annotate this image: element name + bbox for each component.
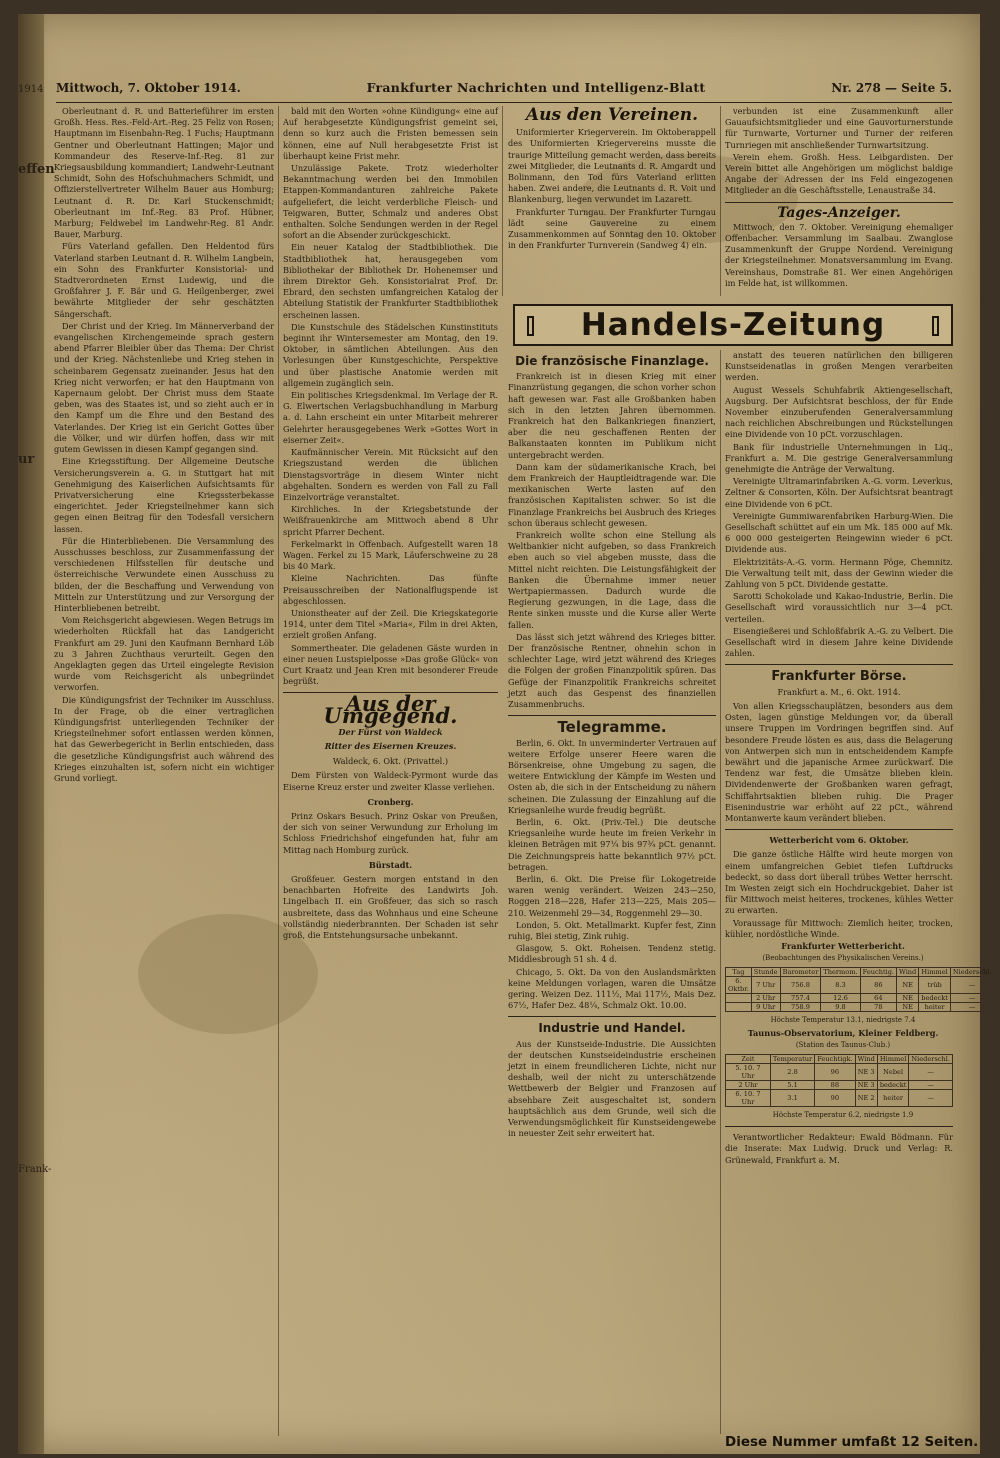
section-divider <box>508 715 716 716</box>
company-news: Sarotti Schokolade und Kakao-Industrie, Berlin. Die Gesellschaft wird voraussichtlich nur 3—4 pCt. verteilen. <box>725 591 953 624</box>
section-title-boerse: Frankfurter Börse. <box>771 669 907 685</box>
column-1 <box>54 106 274 1436</box>
table-header-cell: Himmel <box>919 968 951 977</box>
article-paragraph: Oberleutnant d. R. und Batterieführer im ersten Großh. Hess. Res.-Feld-Art.-Reg. 25 Feliz von Rosen; Hauptmann im Eisenbahn-Reg. 1 Fuchs; Hauptmann Gentner und Oberleutnant Hattingen; Major und Kommandeur des Reserve-Inf.-Reg. 81 zur Kriegsausbildung kommandiert; Landwehr-Leutnant Schmidt, Sohn des Hofschuhmachers Schmidt, und Offizierstellvertreter Wilhelm Bauer aus Homburg; Leutnant d. R. Dr. Karl Stuckenschmidt; Oberleutnant im Inf.-Reg. 83 Prof. Hübner, Marburg; Feldwebel im Landwehr-Reg. 81 Andr. Bauer, Marburg. <box>54 106 274 240</box>
table-cell: — <box>909 1089 953 1106</box>
section-title-umgegend: Aus der Umgegend. <box>323 691 458 728</box>
table-cell: — <box>950 994 994 1003</box>
banner-title: Handels-Zeitung <box>580 307 886 343</box>
telegram: London, 5. Okt. Metallmarkt. Kupfer fest, Zinn ruhig, Blei stetig, Zink ruhig. <box>508 919 716 941</box>
table-header-row <box>726 968 994 977</box>
table-row <box>726 994 994 1003</box>
section-divider <box>725 1126 953 1127</box>
table-cell: 758.9 <box>780 1003 821 1012</box>
town-heading: Cronberg. <box>367 796 414 807</box>
header-page-number: Nr. 278 — Seite 5. <box>831 81 952 95</box>
table-header-cell: Stunde <box>751 968 780 977</box>
table-row <box>726 1089 953 1106</box>
column-3-top <box>508 106 716 296</box>
table-cell: bedeckt <box>919 994 951 1003</box>
table-cell: bedeckt <box>877 1080 909 1089</box>
article-paragraph: anstatt des teueren natürlichen den billigeren Kunstseidenatlas in großen Mengen verarbeiten werden. <box>725 350 953 383</box>
table-cell: 9.8 <box>821 1003 860 1012</box>
table-cell: 3.1 <box>770 1089 814 1106</box>
section-divider <box>725 829 953 830</box>
table-cell: 2 Uhr <box>726 1080 771 1089</box>
table-cell: 86 <box>860 977 896 994</box>
article-paragraph: Großfeuer. Gestern morgen entstand in den benachbarten Hofreite des Landwirts Joh. Lingelbach II. ein Großfeuer, das sich so rasch ausbreitete, dass das Wohnhaus und eine Scheune vollständig niederbrannten. Der Schaden ist sehr groß, die Entstehungsursache unbekannt. <box>283 874 498 941</box>
article-paragraph: Die ganze östliche Hälfte wird heute morgen von einem umfangreichen Gebiet tiefen Luftdrucks bedeckt, so dass dort überall trübes Wetter herrscht. Im Westen zeigt sich ein Hochdruckgebiet. Daher ist für Mittwoch meist heiteres, trockenes, kühles Wetter zu erwarten. <box>725 849 953 916</box>
telegram: Berlin, 6. Okt. (Priv.-Tel.) Die deutsche Kriegsanleihe wurde heute im freien Verkehr in kleinen Beträgen mit 97¼ bis 97¾ pCt. genannt. Die Zeichnungspreis hatte bekanntlich 97½ pCt. betragen. <box>508 816 716 872</box>
telegram: Glasgow, 5. Okt. Roheisen. Tendenz stetig. Middlesbrough 51 sh. 4 d. <box>508 943 716 965</box>
article-paragraph: Frankreich ist in diesen Krieg mit einer Finanzrüstung gegangen, die schon vorher schon haft gewesen war. Fast alle Großbanken haben sich in den letzten Jahren übernommen. Frankreich hat den Balkankriegen finanziert, aber die neu geschaffenen Renten der Balkanstaaten konnten im Publikum nicht untergebracht werden. <box>508 371 716 460</box>
banner-ornament <box>527 316 534 336</box>
table-cell <box>726 994 752 1003</box>
article-paragraph: Frankfurter Turngau. Der Frankfurter Turngau lädt seine Gauvereine zu einem Zusammenkommen auf Sonntag den 10. Oktober in den Frankfurter Turnverein (Sandweg 4) ein. <box>508 206 716 251</box>
header-masthead: Frankfurter Nachrichten und Intelligenz-Blatt <box>366 80 706 95</box>
column-4-top <box>725 106 953 296</box>
telegram: Berlin, 6. Okt. Die Preise für Lokogetreide waren wenig verändert. Weizen 243—250, Roggen 218—228, Hafer 213—225, Mais 205—210. Weizenmehl 29—34, Roggenmehl 29—30. <box>508 873 716 918</box>
section-divider <box>508 1016 716 1017</box>
telegram: Chicago, 5. Okt. Da von den Auslandsmärkten keine Meldungen vorlagen, waren die Umsätze gering. Weizen Dez. 111½, Mai 117½, Mais Dez. 67½, Hafer Dez. 48¼, Schmalz Okt. 10.00. <box>508 966 716 1011</box>
table-cell: 5. 10. 7 Uhr <box>726 1063 771 1080</box>
article-paragraph: Uniformierter Kriegerverein. Im Oktoberappell des Uniformierten Kriegervereins musste die traurige Mitteilung gemacht werden, dass bereits zwei Mitglieder, die Leutnants d. R. Amgardt und Bolinmann, den Tod fürs Vaterland erlitten haben. Zwei andere, die Leutnants d. R. Voit und Blankenburg, liegen verwundet im Lazarett. <box>508 127 716 205</box>
column-rule <box>278 106 279 1436</box>
company-news: Bank für industrielle Unternehmungen in Liq., Frankfurt a. M. Die gestrige Generalversammlung genehmigte die Anträge der Verwaltung. <box>725 441 953 475</box>
article-paragraph: Unzulässige Pakete. Trotz wiederholter Bekanntmachung werden bei den Immobilen Etappen-Kommandanturen zahlreiche Pakete aufgeliefert, die leicht verderbliche Fleisch- und Teigwaren, Butter, Schmalz und anderes Obst enthalten. Solche Sendungen werden in der Regel sofort an die Absender zurückgeschickt. <box>283 163 498 241</box>
binding-gutter <box>18 14 55 1454</box>
table-header-row <box>726 1054 953 1063</box>
newspaper-page <box>18 14 992 1454</box>
gutter-fragment-a: effen <box>18 162 55 177</box>
weather-table-frankfurt <box>725 967 994 1012</box>
table-subtitle: (Beobachtungen des Physikalischen Vereins.) <box>762 954 924 963</box>
table-cell: heiter <box>877 1089 909 1106</box>
section-divider <box>725 664 953 665</box>
page-header <box>56 80 952 103</box>
table-cell: NE 3 <box>855 1063 877 1080</box>
subhead: Ritter des Eisernen Kreuzes. <box>324 740 457 751</box>
company-news: August Wessels Schuhfabrik Aktiengesellschaft, Augsburg. Der Aufsichtsrat beschloss, der für Ende November einzuberufenden Generalversammlung nach reichlichen Abschreibungen und Rückstellungen eine Dividende von 10 pCt. vorzuschlagen. <box>725 384 953 440</box>
article-paragraph: Vom Reichsgericht abgewiesen. Wegen Betrugs im wiederholten Rückfall hat das Landgericht Frankfurt am 29. Juni den Kaufmann Bernhard Löb zu 3 Jahren Zuchthaus verurteilt. Gegen den Angeklagten gegen das Urteil eingelegte Revision wurde vom Reichsgericht als unbegründet verworfen. <box>54 615 274 693</box>
table-note: Höchste Temperatur 6.2, niedrigste 1.9 <box>772 1110 914 1119</box>
table-cell: 9 Uhr <box>751 1003 780 1012</box>
table-cell: 90 <box>815 1089 855 1106</box>
column-rule <box>720 350 721 1434</box>
article-paragraph: Fürs Vaterland gefallen. Den Heldentod fürs Vaterland starben Leutnant d. R. Wilhelm Langbein, ein Sohn des Frankfurter Konsistorial- und Stadtverordneten Ernst Ludewig, und die Großfahrer J. F. Bär und G. Heilgenberger, zwei bewährte Mitglieder der sehr geschätzten Sängerschaft. <box>54 241 274 319</box>
article-paragraph: Von allen Kriegsschauplätzen, besonders aus dem Osten, lagen günstige Meldungen vor, da überall unsere Truppen im Vordringen begriffen sind. Auf besondere Freude lösten es aus, dass die Belagerung von Antwerpen sich nun in entscheidendem Kampfe bewährt und die japanische Armee zurückwarf. Die Tendenz war fest, die Umsätze blieben klein. Dividendenwerte der Großbanken waren gefragt, Schiffahrtsaktien blieben ruhig. Die Prager Eisenindustrie war erhöht auf 22 pCt., während Montanwerte kaum verändert blieben. <box>725 700 953 823</box>
section-title-telegramme: Telegramme. <box>557 718 667 737</box>
table-cell: 64 <box>860 994 896 1003</box>
table-cell: NE 2 <box>855 1089 877 1106</box>
table-cell: 12.6 <box>821 994 860 1003</box>
article-paragraph: Prinz Oskars Besuch. Prinz Oskar von Preußen, der sich von seiner Verwundung zur Erholung im Schloss Friedrichshof eingefunden hat, fuhr am Mittag nach Homburg zurück. <box>283 810 498 855</box>
table-subtitle: (Station des Taunus-Club.) <box>795 1040 891 1049</box>
article-paragraph: Ein politisches Kriegsdenkmal. Im Verlage der R. G. Elwertschen Verlagsbuchhandlung in Marburg a. d. Lahn erscheint ein unter Mitarbeit mehrerer Gelehrter herausgegebenes Werk »Gottes Wort in eiserner Zeit«. <box>283 390 498 445</box>
table-cell: — <box>909 1063 953 1080</box>
table-cell: NE <box>897 994 919 1003</box>
table-row <box>726 1080 953 1089</box>
gutter-fragment-b: ur <box>18 452 35 467</box>
handels-column-left <box>508 350 716 1434</box>
article-paragraph: Dem Fürsten von Waldeck-Pyrmont wurde das Eiserne Kreuz erster und zweiter Klasse verliehen. <box>283 770 498 792</box>
column-rule <box>502 106 503 296</box>
handels-zeitung-banner <box>513 304 953 346</box>
article-paragraph: Für die Hinterbliebenen. Die Versammlung des Ausschusses beschloss, zur Zusammenfassung der verschiedenen Hilfsstellen für deutsche und österreichische Verwundete einen Ausschuss zu bilden, der die Beschaffung und Verwendung von Mitteln zur Unterstützung und zur Versorgung der Hinterbliebenen betreibt. <box>54 535 274 613</box>
page-count-note: Diese Nummer umfaßt 12 Seiten. <box>725 1434 979 1450</box>
section-divider <box>725 202 953 203</box>
article-paragraph: bald mit den Worten »ohne Kündigung« eine auf Auf herabgesetzte Kündigungsfrist gemeint sei, denn so kurz auch die Fristen bemessen sein können, eine auf Null herabgesetzte Frist ist überhaupt keine Frist mehr. <box>283 106 498 161</box>
imprint: Verantwortlicher Redakteur: Ewald Bödmann. Für die Inserate: Max Ludwig. Druck und Verlag: R. Grünewald, Frankfurt a. M. <box>725 1132 953 1165</box>
table-header-cell: Niederschl. <box>950 968 994 977</box>
table-header-cell: Thermom. <box>821 968 860 977</box>
table-header-cell: Temperatur <box>770 1054 814 1063</box>
article-paragraph: Kleine Nachrichten. Das fünfte Preisausschreiben der Nationalflugspende ist abgeschlossen. <box>283 573 498 606</box>
header-date: Mittwoch, 7. Oktober 1914. <box>56 81 241 95</box>
table-header-cell: Feuchtig. <box>860 968 896 977</box>
article-paragraph: Ferkelmarkt in Offenbach. Aufgestellt waren 18 Wagen. Ferkel zu 15 Mark, Läuferschweine zu 28 bis 40 Mark. <box>283 538 498 572</box>
table-cell: — <box>950 977 994 994</box>
table-title: Taunus-Observatorium, Kleiner Feldberg. <box>747 1027 939 1038</box>
table-header-cell: Barometer <box>780 968 821 977</box>
table-cell: — <box>950 1003 994 1012</box>
article-paragraph: Mittwoch, den 7. Oktober. Vereinigung ehemaliger Offenbacher. Versammlung im Saalbau. Zwanglose Zusammenkunft der Gruppe Nordend. Vereinigung der Kriegsteilnehmer. Monatsversammlung im Evang. Vereinshaus, Domstraße 81. Wer einen Angehörigen im Felde hat, ist willkommen. <box>725 221 953 288</box>
table-cell: 7 Uhr <box>751 977 780 994</box>
table-cell: NE 3 <box>855 1080 877 1089</box>
weather-table-feldberg <box>725 1054 953 1107</box>
table-header-cell: Himmel <box>877 1054 909 1063</box>
dateline: Frankfurt a. M., 6. Okt. 1914. <box>777 686 901 697</box>
dateline: Waldeck, 6. Okt. (Privattel.) <box>332 756 449 767</box>
column-rule <box>720 106 721 296</box>
table-row <box>726 1063 953 1080</box>
article-paragraph: Kirchliches. In der Kriegsbetstunde der Weißfrauenkirche am Mittwoch abend 8 Uhr spricht Pfarrer Dechent. <box>283 504 498 537</box>
table-row <box>726 977 994 994</box>
table-header-cell: Niederschl. <box>909 1054 953 1063</box>
table-cell <box>726 1003 752 1012</box>
table-cell: 757.4 <box>780 994 821 1003</box>
table-cell: 96 <box>815 1063 855 1080</box>
table-row <box>726 1003 994 1012</box>
company-news: Vereinigte Ultramarinfabriken A.-G. vorm. Leverkus, Zeltner & Consorten, Köln. Der Aufsichtsrat beantragt eine Dividende von 6 pCt. <box>725 476 953 509</box>
table-cell: 8.3 <box>821 977 860 994</box>
table-header-cell: Tag <box>726 968 752 977</box>
section-title-tages-anzeiger: Tages-Anzeiger. <box>777 204 901 221</box>
table-header-cell: Feuchtigk. <box>815 1054 855 1063</box>
article-paragraph: Die Kündigungsfrist der Techniker im Ausschluss. In der Frage, ob die einer vertraglichen Kündigungsfrist unterliegenden Techniker der Kriegsteilnehmer sofort entlassen werden können, hat das Gewerbegericht in Berlin entschieden, dass die gesetzliche Kündigungsfrist auch während des Krieges einzuhalten ist, sofern nicht ein wichtiger Grund vorliegt. <box>54 694 274 783</box>
table-cell: 78 <box>860 1003 896 1012</box>
subhead: Der Fürst von Waldeck <box>338 726 443 737</box>
table-header-cell: Wind <box>855 1054 877 1063</box>
company-news: Eisengießerei und Schloßfabrik A.-G. zu Velbert. Die Gesellschaft wird in diesem Jahre keine Dividende zahlen. <box>725 625 953 659</box>
table-cell: heiter <box>919 1003 951 1012</box>
table-cell: 88 <box>815 1080 855 1089</box>
table-cell: 5.1 <box>770 1080 814 1089</box>
table-cell: 2 Uhr <box>751 994 780 1003</box>
table-cell: — <box>909 1080 953 1089</box>
company-news: Elektrizitäts-A.-G. vorm. Hermann Pöge, Chemnitz. Die Verwaltung teilt mit, dass der Gewinn wieder die Zahlung von 5 pCt. Dividende gestatte. <box>725 556 953 590</box>
table-cell: 6. 10. 7 Uhr <box>726 1089 771 1106</box>
handels-column-right <box>725 350 992 1430</box>
table-cell: Nebel <box>877 1063 909 1080</box>
section-title-vereine: Aus den Vereinen. <box>525 105 699 125</box>
table-header-cell: Wind <box>897 968 919 977</box>
table-cell: NE <box>897 1003 919 1012</box>
article-paragraph: Eine Kriegsstiftung. Der Allgemeine Deutsche Versicherungsverein a. G. in Stuttgart hat mit Genehmigung des Kaiserlichen Aufsichtsamts für Privatversicherung eine Kriegssterbekasse eingerichtet. Jeder Kriegsteilnehmer kann sich gegen einen Beitrag für den Todesfall versichern lassen. <box>54 456 274 534</box>
article-paragraph: Dann kam der südamerikanische Krach, bei dem Frankreich der Hauptleidtragende war. Die mexikanischen Werte lasten auf den französischen Kapitalisten schwer. So ist die Finanzlage Frankreichs bei Ausbruch des Krieges schon überaus schlecht gewesen. <box>508 461 716 528</box>
table-cell: trüb <box>919 977 951 994</box>
town-heading: Bürstadt. <box>368 859 413 870</box>
section-title-industrie: Industrie und Handel. <box>538 1021 686 1036</box>
table-header-cell: Zeit <box>726 1054 771 1063</box>
table-cell: 6. Oktbr. <box>726 977 752 994</box>
banner-ornament <box>932 316 939 336</box>
table-title: Frankfurter Wetterbericht. <box>781 940 905 951</box>
weather-title: Wetterbericht vom 6. Oktober. <box>769 835 909 846</box>
article-paragraph: Sommertheater. Die geladenen Gäste wurden in einer neuen Lustspielposse »Das große Glück« von Curt Kraatz und Jean Kren mit besonderer Freude begrüßt. <box>283 642 498 687</box>
article-paragraph: Das lässt sich jetzt während des Krieges bitter. Der französische Rentner, ohnehin schon in schlechter Lage, wird jetzt während des Krieges die Folgen der großen Finanzpolitik spüren. Das Gefüge der Finanzpolitik Frankreichs schreitet jetzt auch das Gespenst des finanziellen Zusammenbruchs. <box>508 631 716 710</box>
telegram: Berlin, 6. Okt. In unverminderter Vertrauen auf weitere Erfolge unserer Heere waren die Börsenkreise, ohne Umgebung zu sagen, die weitere Entwicklung der Kämpfe im Westen und Osten ab, die sich in der Entscheidung zu nähern scheinen. Die Zulassung der Einzahlung auf die Kriegsanleihe wurde freudig begrüßt. <box>508 737 716 815</box>
article-paragraph: Der Christ und der Krieg. Im Männerverband der evangelischen Kirchengemeinde sprach gestern abend Pfarrer Bleibler über das Thema: Der Christ und der Krieg. Nächstenliebe und Krieg stehen in scheinbarem Gegensatz zueinander. Jesus hat den Krieg nicht verworfen; er hat den Hauptmann von Kapernaum gelobt. Der Christ muss dem Staate geben, was des Staates ist, und so zieht auch er in den Kampf um die Ehre und den Bestand des Vaterlandes. Der Krieg ist ein Gericht Gottes über die Völker, und wir dürfen hoffen, dass wir mit gutem Gewissen in diesen Kampf gegangen sind. <box>54 320 274 455</box>
article-paragraph: Unionstheater auf der Zeil. Die Kriegskategorie 1914, unter dem Titel »Maria«, Film in drei Akten, erzielt großen Anfang. <box>283 607 498 641</box>
article-title-finanzlage: Die französische Finanzlage. <box>515 354 709 368</box>
article-paragraph: Die Kunstschule des Städelschen Kunstinstituts beginnt ihr Wintersemester am Montag, den 19. Oktober, in sämtlichen Abteilungen. Aus den Vorlesungen über Kunstgeschichte, Perspektive und über plastische Anatomie werden mit allgemein zugänglich sein. <box>283 321 498 388</box>
column-2 <box>283 106 498 1436</box>
article-paragraph: Frankreich wollte schon eine Stellung als Weltbankier nicht aufgeben, so dass Frankreich eben auch so viel abgeben musste, dass die Mittel nicht reichten. Die Leistungsfähigkeit der Banken die Übernahme immer neuer Wertpapiermassen. Dadurch wurde die Regierung gezwungen, in die Lage, dass die Rente sinken musste und die Kurse aller Werte fallen. <box>508 530 716 630</box>
gutter-fragment-year: 1914 <box>18 84 44 95</box>
table-note: Höchste Temperatur 13.1, niedrigste 7.4 <box>770 1016 916 1025</box>
table-cell: 756.8 <box>780 977 821 994</box>
article-paragraph: Ein neuer Katalog der Stadtbibliothek. Die Stadtbibliothek hat, herausgegeben vom Bibliothekar der Bibliothek Dr. Hohenemser und ihrem Direktor Geh. Konsistorialrat Prof. Dr. Ebrard, den sechsten umfangreichen Katalog der Abteilung Statistik der Frankfurter Stadtbibliothek erscheinen lassen. <box>283 242 498 320</box>
company-news: Vereinigte Gummiwarenfabriken Harburg-Wien. Die Gesellschaft schüttet auf ein um Mk. 185 000 auf Mk. 6 000 000 gesteigerten Reingewinn wieder 6 pCt. Dividende aus. <box>725 510 953 555</box>
weather-forecast: Voraussage für Mittwoch: Ziemlich heiter, trocken, kühler, nordöstliche Winde. <box>725 917 953 939</box>
table-cell: NE <box>897 977 919 994</box>
gutter-fragment-c: Frank- <box>18 1164 52 1175</box>
table-cell: 2.8 <box>770 1063 814 1080</box>
article-paragraph: Verein ehem. Großh. Hess. Leibgardisten. Der Verein bittet alle Angehörigen um möglichst baldige Angabe der Adressen der ins Feld eingezogenen Mitglieder an die Geschäftsstelle, Lenaustraße 34. <box>725 151 953 196</box>
article-paragraph: verbunden ist eine Zusammenkunft aller Gauaufsichtsmitglieder und eine Gauvorturnerstunde für Turnwarte, Vorturner und Turner der reiferen Turnriegen mit anschließender Turnwartsitzung. <box>725 106 953 150</box>
article-paragraph: Kaufmännischer Verein. Mit Rücksicht auf den Kriegszustand werden die üblichen Dienstagsvorträge in diesem Winter nicht abgehalten. Sondern es werden von Fall zu Fall Einzelvorträge veranstaltet. <box>283 447 498 502</box>
article-paragraph: Aus der Kunstseide-Industrie. Die Aussichten der deutschen Kunstseideindustrie erscheinen jetzt in einem freundlicheren Lichte, nicht nur deshalb, weil der nicht zu unterschätzende Wettbewerb der Belgier und Franzosen auf absehbare Zeit ausgeschaltet ist, sondern hauptsächlich aus dem Grunde, weil sich die Verwendungsmöglichkeit für Kunstseidengewebe in neuester Zeit sehr erweitert hat. <box>508 1038 716 1139</box>
